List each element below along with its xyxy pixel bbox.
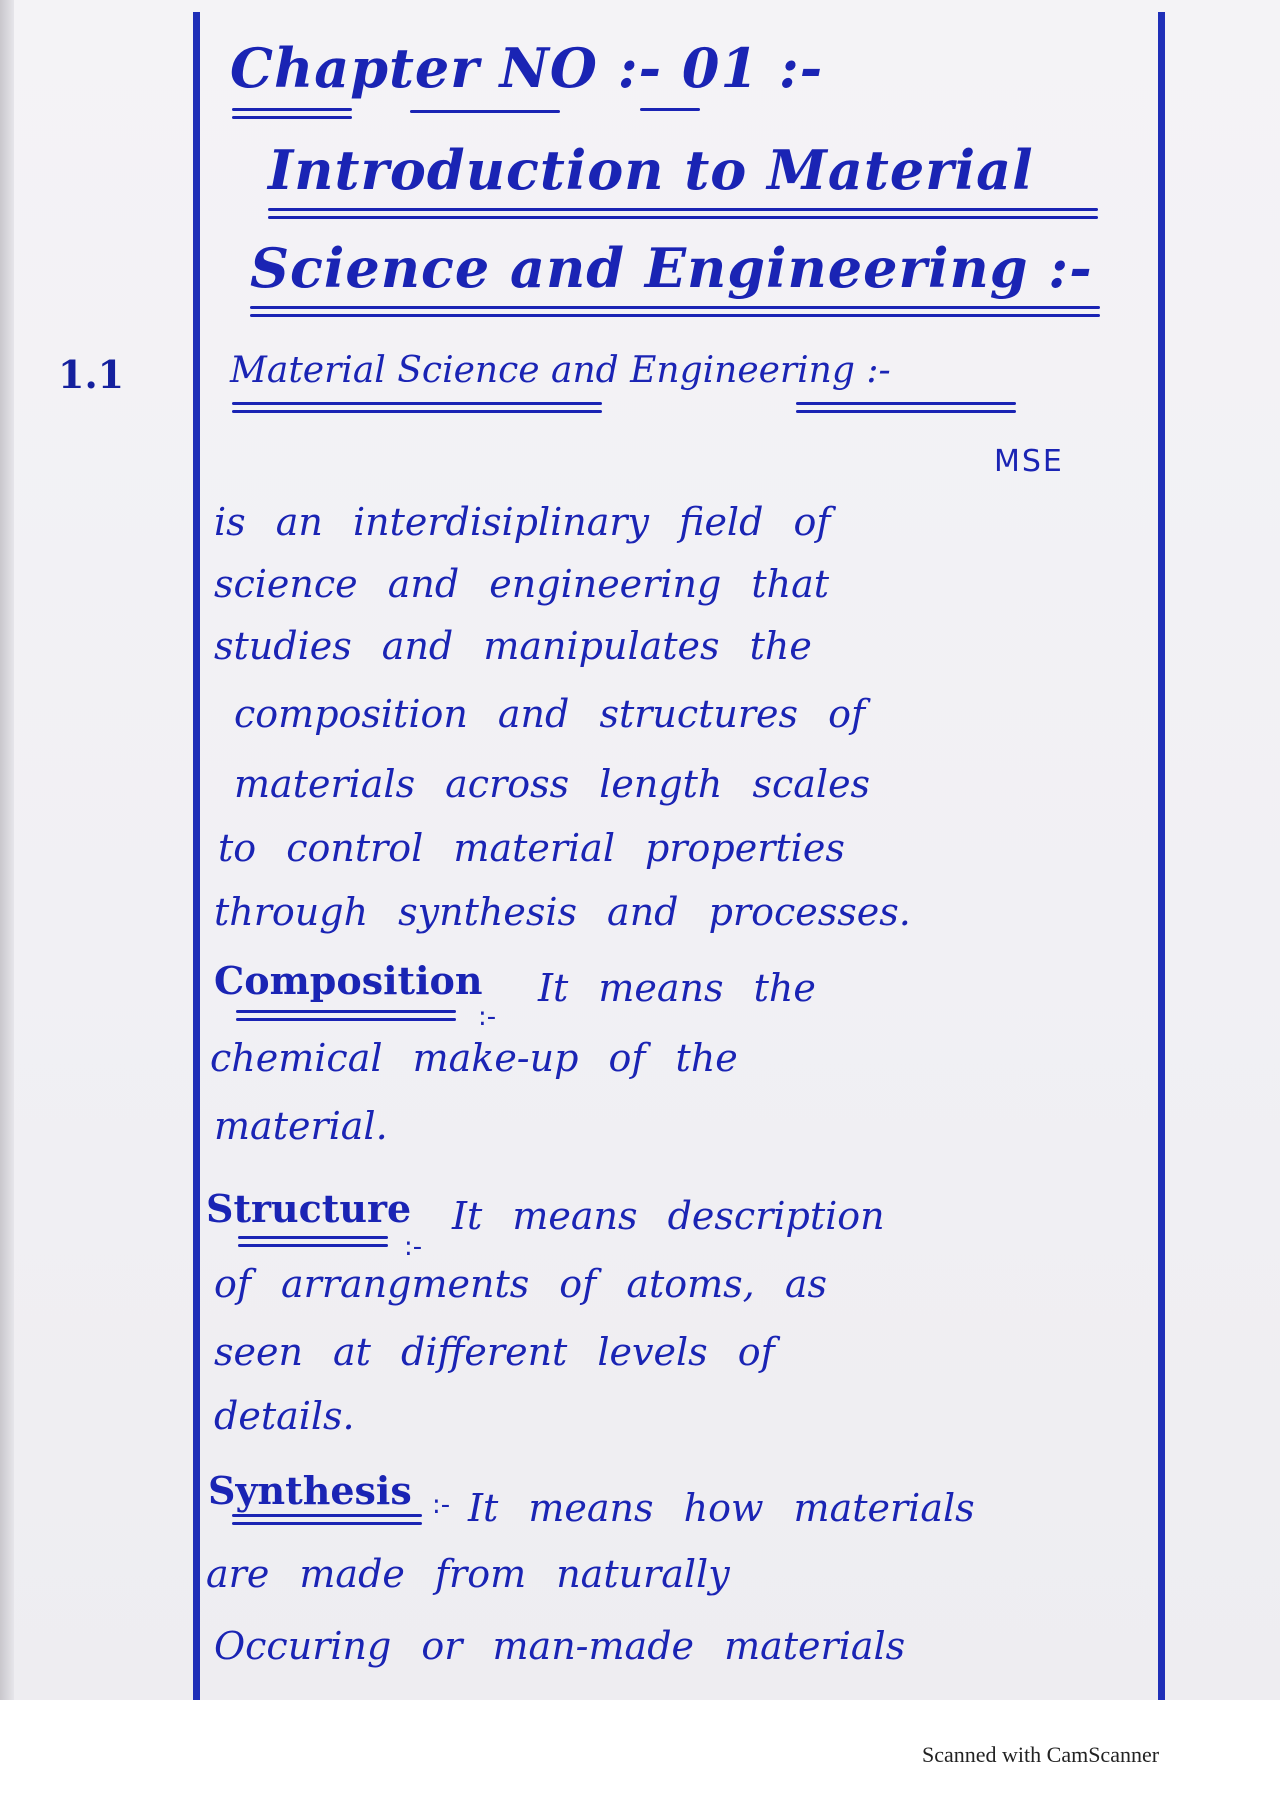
definition-line: through synthesis and processes. (214, 890, 911, 934)
mse-abbreviation: MSE (994, 444, 1064, 479)
synthesis-term: Synthesis (208, 1468, 412, 1513)
chapter-underline-3 (410, 110, 560, 113)
structure-text: seen at different levels of (214, 1330, 775, 1374)
chapter-underline-1 (232, 108, 352, 111)
definition-line: composition and structures of (234, 692, 866, 736)
synthesis-text: Occuring or man-made materials (214, 1624, 906, 1668)
structure-text: of arrangments of atoms, as (214, 1262, 827, 1306)
synthesis-colon: :- (432, 1490, 451, 1520)
section-underline-2 (232, 410, 602, 413)
section-underline-1 (232, 402, 602, 405)
structure-underline-2 (238, 1244, 388, 1247)
definition-line: studies and manipulates the (214, 624, 812, 668)
page-edge-shadow (0, 0, 14, 1700)
definition-line: to control material properties (218, 826, 845, 870)
composition-underline-1 (236, 1010, 456, 1013)
chapter-title-line1: Introduction to Material (268, 138, 1034, 202)
section-number: 1.1 (58, 352, 125, 397)
title-underline-3 (250, 306, 1100, 309)
title-underline-4 (250, 314, 1100, 317)
section-title: Material Science and Engineering :- (230, 350, 891, 391)
chapter-title-line2: Science and Engineering :- (250, 236, 1093, 300)
composition-text: It means the (538, 966, 816, 1010)
composition-text: material. (214, 1104, 388, 1148)
structure-colon: :- (404, 1232, 423, 1262)
structure-text: details. (214, 1394, 355, 1438)
chapter-underline-4 (640, 108, 700, 111)
composition-underline-2 (236, 1018, 456, 1021)
right-margin-rule (1158, 12, 1165, 1700)
title-underline-1 (268, 208, 1098, 211)
synthesis-text: are made from naturally (206, 1552, 730, 1596)
definition-line: materials across length scales (234, 762, 871, 806)
left-margin-rule (193, 12, 200, 1700)
composition-text: chemical make-up of the (210, 1036, 738, 1080)
synthesis-text: It means how materials (468, 1486, 975, 1530)
structure-underline-1 (238, 1236, 388, 1239)
definition-line: is an interdisiplinary field of (214, 500, 831, 544)
composition-colon: :- (478, 1002, 497, 1032)
structure-text: It means description (452, 1194, 885, 1238)
composition-term: Composition (214, 958, 483, 1003)
chapter-underline-2 (232, 116, 352, 119)
title-underline-2 (268, 216, 1098, 219)
chapter-number: Chapter NO :- 01 :- (230, 36, 824, 100)
synthesis-underline-1 (232, 1514, 422, 1517)
structure-term: Structure (206, 1186, 412, 1231)
synthesis-underline-2 (232, 1522, 422, 1525)
definition-line: science and engineering that (214, 562, 830, 606)
section-underline-4 (796, 410, 1016, 413)
section-underline-3 (796, 402, 1016, 405)
scanner-watermark: Scanned with CamScanner (922, 1742, 1160, 1767)
